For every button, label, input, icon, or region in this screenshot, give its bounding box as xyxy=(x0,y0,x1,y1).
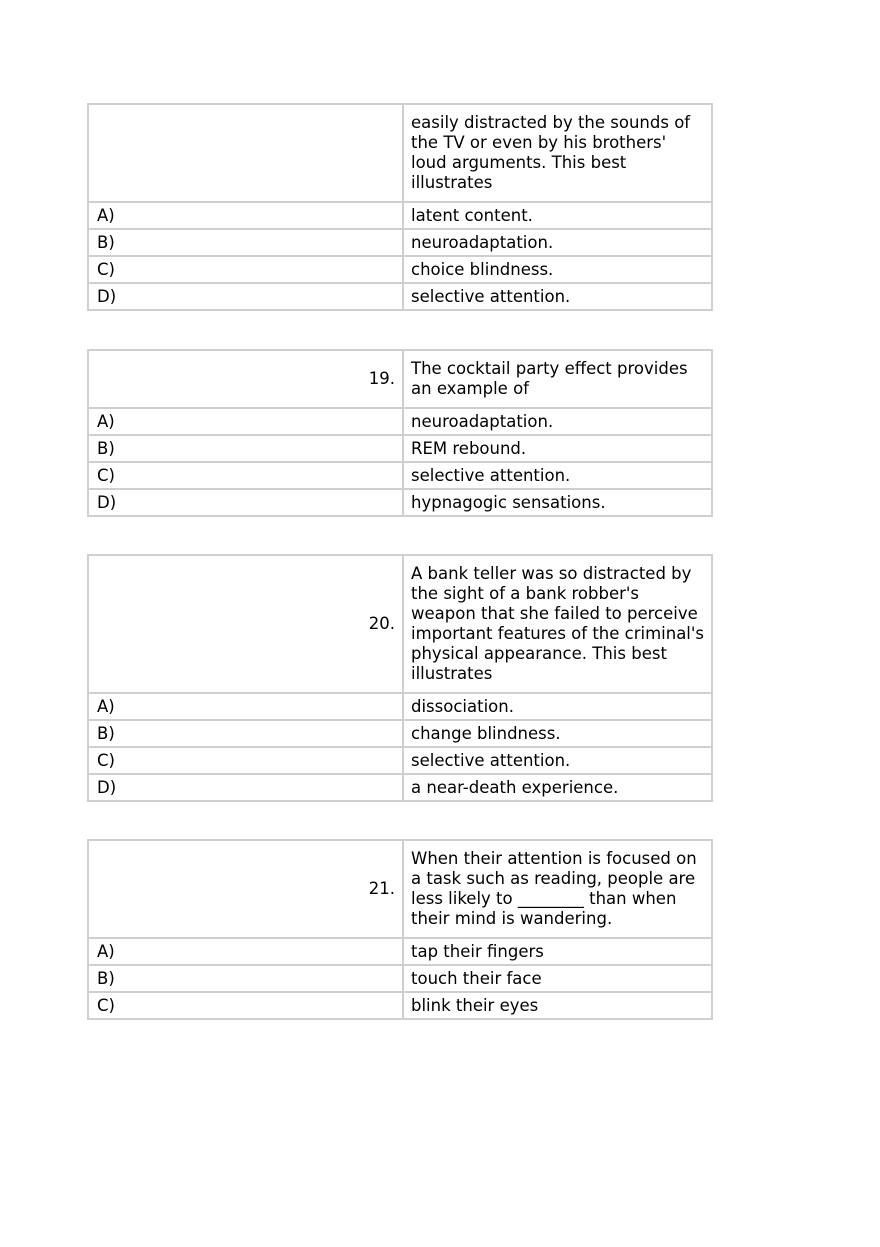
question-stem: The cocktail party effect provides an example of xyxy=(403,350,712,408)
question-row xyxy=(88,350,712,408)
option-text: latent content. xyxy=(403,202,712,229)
question-number: 19. xyxy=(88,350,403,408)
question-table xyxy=(87,839,713,1020)
question-row xyxy=(88,840,712,938)
question-stem: When their attention is focused on a task such as reading, people are less likely to ________ than when their mind is wandering. xyxy=(403,840,712,938)
option-label: D) xyxy=(88,283,403,310)
option-label: B) xyxy=(88,435,403,462)
question-number: 21. xyxy=(88,840,403,938)
option-row xyxy=(88,229,712,256)
option-text: change blindness. xyxy=(403,720,712,747)
option-row xyxy=(88,408,712,435)
option-text: selective attention. xyxy=(403,747,712,774)
option-row xyxy=(88,747,712,774)
option-label: B) xyxy=(88,965,403,992)
option-text: blink their eyes xyxy=(403,992,712,1019)
question-number xyxy=(88,104,403,202)
option-text: hypnagogic sensations. xyxy=(403,489,712,516)
option-row xyxy=(88,256,712,283)
option-row xyxy=(88,938,712,965)
option-row xyxy=(88,774,712,801)
option-text: choice blindness. xyxy=(403,256,712,283)
option-text: a near-death experience. xyxy=(403,774,712,801)
option-text: tap their fingers xyxy=(403,938,712,965)
question-row xyxy=(88,555,712,693)
option-text: selective attention. xyxy=(403,462,712,489)
option-text: selective attention. xyxy=(403,283,712,310)
option-label: D) xyxy=(88,489,403,516)
question-stem: easily distracted by the sounds of the TV or even by his brothers' loud arguments. This best illustrates xyxy=(403,104,712,202)
question-row xyxy=(88,104,712,202)
option-label: C) xyxy=(88,747,403,774)
option-label: B) xyxy=(88,229,403,256)
question-number: 20. xyxy=(88,555,403,693)
option-label: C) xyxy=(88,992,403,1019)
option-row xyxy=(88,462,712,489)
option-label: D) xyxy=(88,774,403,801)
question-table xyxy=(87,103,713,311)
option-label: C) xyxy=(88,462,403,489)
option-row xyxy=(88,693,712,720)
question-table xyxy=(87,349,713,517)
option-label: B) xyxy=(88,720,403,747)
option-text: dissociation. xyxy=(403,693,712,720)
option-row xyxy=(88,992,712,1019)
option-label: A) xyxy=(88,408,403,435)
option-row xyxy=(88,202,712,229)
option-row xyxy=(88,720,712,747)
option-label: A) xyxy=(88,202,403,229)
option-text: REM rebound. xyxy=(403,435,712,462)
option-text: touch their face xyxy=(403,965,712,992)
option-row xyxy=(88,283,712,310)
option-label: A) xyxy=(88,693,403,720)
option-text: neuroadaptation. xyxy=(403,229,712,256)
question-stem: A bank teller was so distracted by the sight of a bank robber's weapon that she failed to perceive important features of the criminal's physical appearance. This best illustrates xyxy=(403,555,712,693)
option-row xyxy=(88,965,712,992)
question-table xyxy=(87,554,713,802)
option-label: A) xyxy=(88,938,403,965)
option-label: C) xyxy=(88,256,403,283)
option-text: neuroadaptation. xyxy=(403,408,712,435)
option-row xyxy=(88,489,712,516)
option-row xyxy=(88,435,712,462)
